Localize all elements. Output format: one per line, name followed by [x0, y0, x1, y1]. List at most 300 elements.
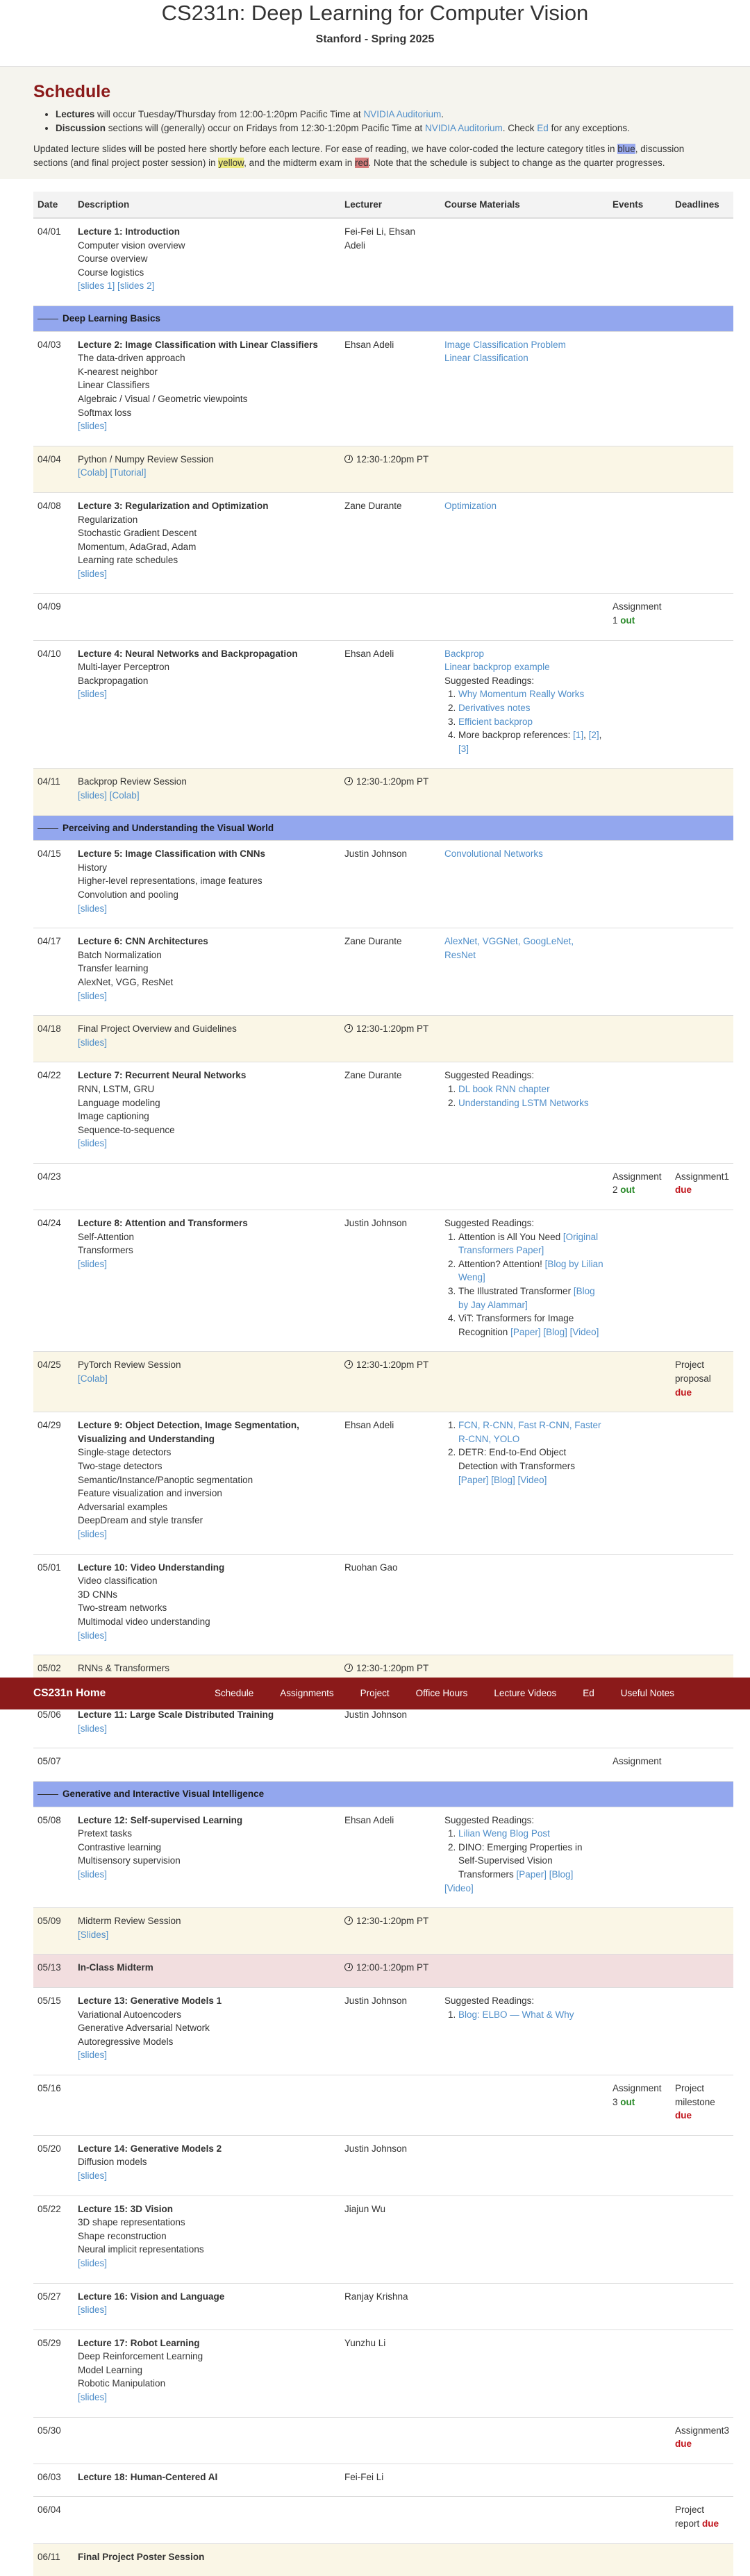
- table-row: [33, 2075, 733, 2135]
- lectures-bullet: [56, 108, 717, 122]
- clock-icon: [344, 777, 353, 785]
- slide-links: [78, 466, 336, 480]
- video-link[interactable]: [Video]: [444, 1882, 474, 1893]
- reading-link[interactable]: FCN, R-CNN, Fast R-CNN, Faster R-CNN, YOLO: [458, 1420, 601, 1444]
- session-time: [344, 1023, 428, 1034]
- table-row: [33, 306, 733, 331]
- topic-line: Diffusion models: [78, 2157, 147, 2168]
- lecture-title: Lecture 1: Introduction: [78, 226, 181, 237]
- slide-links: [78, 567, 336, 581]
- reading-link[interactable]: [3]: [458, 743, 469, 754]
- slides-link[interactable]: [slides]: [78, 568, 108, 579]
- status-out: out: [620, 1185, 635, 1196]
- slides-link[interactable]: [slides]: [78, 1630, 108, 1641]
- section-header: [33, 306, 733, 331]
- date-cell: [33, 1955, 74, 1988]
- slides-link[interactable]: [slides]: [78, 1869, 108, 1880]
- slides-link[interactable]: [Slides]: [78, 1929, 109, 1940]
- material-link[interactable]: Backprop: [444, 648, 485, 659]
- lecturer: Ehsan Adeli: [344, 1814, 394, 1825]
- section-header: [33, 1782, 733, 1807]
- event-num: 1: [612, 615, 621, 626]
- slide-links: [78, 1629, 336, 1643]
- slides-link[interactable]: [slides]: [78, 1723, 108, 1734]
- description-cell: [74, 2196, 340, 2283]
- table-row: [33, 446, 733, 492]
- events-cell: [608, 1807, 671, 1908]
- topic-line: Self-Attention: [78, 1231, 135, 1242]
- date: 04/17: [38, 936, 61, 947]
- slides-link[interactable]: [slides]: [78, 2305, 108, 2316]
- material-link[interactable]: Optimization: [444, 500, 497, 511]
- reading-link[interactable]: Understanding LSTM Networks: [458, 1097, 589, 1108]
- nav-item-lecture-videos[interactable]: Lecture Videos: [494, 1688, 557, 1699]
- events-cell: [608, 1062, 671, 1164]
- slide-links: [78, 419, 336, 433]
- home-link[interactable]: CS231n Home: [33, 1687, 106, 1700]
- events-cell: [608, 2497, 671, 2543]
- reading-link[interactable]: [Blog by Lilian Weng]: [458, 1258, 603, 1283]
- date-cell: [33, 841, 74, 928]
- column-header: Course Materials: [440, 192, 608, 218]
- materials-cell: [440, 1163, 608, 1210]
- events-cell: [608, 1016, 671, 1062]
- reading-link[interactable]: [Paper] [Blog] [Video]: [510, 1326, 599, 1337]
- description-cell: [74, 2075, 340, 2135]
- date-cell: [33, 492, 74, 594]
- lecturer-cell: [340, 492, 440, 594]
- deadlines-cell: [671, 1412, 733, 1554]
- reading-text: The Illustrated Transformer: [458, 1286, 574, 1297]
- table-row: [33, 1016, 733, 1062]
- date-cell: [33, 2417, 74, 2464]
- slide-links: [78, 2048, 336, 2062]
- reading-link[interactable]: Blog: ELBO — What & Why: [458, 2009, 574, 2020]
- reading-link[interactable]: [Original Transformers Paper]: [458, 1231, 599, 1256]
- lecturer-cell: [340, 218, 440, 306]
- reading-link[interactable]: Why Momentum Really Works: [458, 689, 585, 700]
- table-row: [33, 1062, 733, 1164]
- section-title: Deep Learning Basics: [62, 312, 161, 324]
- deadlines-cell: [671, 1988, 733, 2075]
- description-cell: [74, 218, 340, 306]
- lecturer-cell: [340, 1016, 440, 1062]
- events-cell: [608, 2283, 671, 2330]
- deadline-label: Project proposal: [675, 1360, 711, 1384]
- bullet-text: for any exceptions.: [548, 123, 630, 133]
- reading-item: [458, 1446, 604, 1487]
- table-row: [33, 1782, 733, 1807]
- materials-cell: [440, 2075, 608, 2135]
- deadlines-cell: [671, 841, 733, 928]
- lecturer: Zane Durante: [344, 936, 402, 947]
- reading-link[interactable]: [1]: [573, 730, 584, 741]
- session-time: [344, 454, 428, 465]
- topic-line: Algebraic / Visual / Geometric viewpoints: [78, 393, 248, 404]
- slides-link[interactable]: [Tutorial]: [110, 467, 147, 478]
- reading-item: [458, 1257, 604, 1285]
- date: 04/11: [38, 776, 60, 787]
- date: 04/23: [38, 1171, 61, 1182]
- slide-links: [78, 789, 336, 803]
- slides-link[interactable]: [slides 1]: [78, 281, 115, 292]
- deadline-num: 1: [724, 1171, 730, 1182]
- date-cell: [33, 2497, 74, 2543]
- lecturer-cell: [340, 928, 440, 1016]
- description-cell: [74, 769, 340, 815]
- table-row: [33, 815, 733, 841]
- nav-item-assignments[interactable]: Assignments: [280, 1688, 334, 1699]
- lecturer-cell: [340, 2543, 440, 2576]
- deadline-label: Project report: [675, 2504, 705, 2529]
- lecture-title: Lecture 9: Object Detection, Image Segmentation, Visualizing and Understanding: [78, 1420, 299, 1444]
- date: 04/01: [38, 226, 61, 237]
- slide-links: [78, 989, 336, 1003]
- nav-item-schedule[interactable]: Schedule: [215, 1688, 254, 1699]
- date: 05/13: [38, 1962, 61, 1973]
- table-row: [33, 2283, 733, 2330]
- red-highlight: red: [355, 158, 369, 168]
- topic-line: Autoregressive Models: [78, 2036, 174, 2047]
- slide-links: [78, 1257, 336, 1271]
- lecturer-cell: [340, 1908, 440, 1955]
- deadlines-cell: [671, 1352, 733, 1412]
- deadlines-cell: [671, 2417, 733, 2464]
- material-link[interactable]: AlexNet, VGGNet, GoogLeNet, ResNet: [444, 936, 574, 960]
- events-cell: [608, 2543, 671, 2576]
- lecture-title: PyTorch Review Session: [78, 1360, 181, 1371]
- lecturer-cell: [340, 2075, 440, 2135]
- date-cell: [33, 1908, 74, 1955]
- description-cell: [74, 2330, 340, 2417]
- reading-text: Attention is All You Need: [458, 1231, 563, 1242]
- slides-link[interactable]: [slides]: [78, 689, 108, 700]
- lecturer-cell: [340, 769, 440, 815]
- description-cell: [74, 331, 340, 446]
- topic-line: Deep Reinforcement Learning: [78, 2351, 203, 2362]
- lecturer-cell: [340, 1062, 440, 1164]
- reading-link[interactable]: Lilian Weng Blog Post: [458, 1828, 550, 1839]
- material-link[interactable]: Image Classification Problem: [444, 339, 566, 350]
- materials-cell: [440, 492, 608, 594]
- description-cell: [74, 1062, 340, 1164]
- materials-cell: [440, 2283, 608, 2330]
- schedule-table: [33, 192, 733, 2576]
- slide-links: [78, 1372, 336, 1386]
- event-label: Assignment: [612, 1756, 662, 1767]
- description-cell: [74, 841, 340, 928]
- readings-list: [458, 687, 604, 755]
- date-cell: [33, 1016, 74, 1062]
- lecture-title: Lecture 3: Regularization and Optimization: [78, 500, 269, 511]
- section-line: [38, 828, 58, 829]
- topic-line: Generative Adversarial Network: [78, 2023, 210, 2034]
- date-cell: [33, 2464, 74, 2497]
- event-label: Assignment: [612, 601, 662, 612]
- date-cell: [33, 640, 74, 769]
- slide-links: [78, 2303, 336, 2317]
- page-title: CS231n: Deep Learning for Computer Vision: [161, 1, 589, 25]
- nav-item-ed[interactable]: Ed: [583, 1688, 594, 1699]
- section-header: [33, 815, 733, 841]
- note-text: Updated lecture slides will be posted here shortly before each lecture. For ease of reading, we have color-coded the lecture category titles in: [33, 144, 618, 154]
- section-line: [38, 1794, 58, 1795]
- lecturer: Ruohan Gao: [344, 1562, 398, 1573]
- date: 06/04: [38, 2504, 61, 2516]
- clock-icon: [344, 1024, 353, 1032]
- description-cell: [74, 446, 340, 492]
- materials-cell: [440, 928, 608, 1016]
- slides-link[interactable]: [slides]: [78, 903, 108, 914]
- deadlines-cell: [671, 769, 733, 815]
- deadlines-cell: [671, 492, 733, 594]
- column-header: Lecturer: [340, 192, 440, 218]
- readings-label: Suggested Readings:: [444, 1218, 535, 1229]
- slides-link[interactable]: [slides 2]: [117, 281, 155, 292]
- events-cell: [608, 841, 671, 928]
- blue-highlight: blue: [617, 144, 635, 154]
- lecturer: Zane Durante: [344, 500, 402, 511]
- topic-line: RNN, LSTM, GRU: [78, 1083, 155, 1094]
- column-header: Description: [74, 192, 340, 218]
- lecture-title: Backprop Review Session: [78, 776, 187, 787]
- description-cell: [74, 1748, 340, 1782]
- bottom-navbar: [0, 1678, 750, 1709]
- slide-links: [78, 2257, 336, 2270]
- slide-links: [78, 687, 336, 701]
- table-row: [33, 218, 733, 306]
- date: 04/25: [38, 1360, 61, 1371]
- column-header: Events: [608, 192, 671, 218]
- slides-link[interactable]: [slides]: [78, 990, 108, 1001]
- topic-line: Pretext tasks: [78, 1828, 133, 1839]
- deadlines-cell: [671, 2464, 733, 2497]
- time-text: 12:30-1:20pm PT: [356, 1360, 429, 1371]
- schedule-heading: Schedule: [33, 82, 111, 101]
- date: 05/02: [38, 1663, 61, 1674]
- column-header: Deadlines: [671, 192, 733, 218]
- deadlines-cell: [671, 218, 733, 306]
- reading-link[interactable]: Efficient backprop: [458, 716, 533, 727]
- lecturer-cell: [340, 1352, 440, 1412]
- date-cell: [33, 2330, 74, 2417]
- materials-cell: [440, 1748, 608, 1782]
- readings-list: [458, 1419, 604, 1487]
- reading-text: More backprop references:: [458, 730, 574, 741]
- lecturer-cell: [340, 2283, 440, 2330]
- materials-cell: [440, 1554, 608, 1655]
- nav-item-office-hours[interactable]: Office Hours: [415, 1688, 468, 1699]
- lecture-title: Lecture 16: Vision and Language: [78, 2291, 225, 2302]
- bullet-text: . Check: [502, 123, 538, 133]
- slides-link[interactable]: [Colab]: [109, 790, 140, 801]
- lecture-title: Lecture 12: Self-supervised Learning: [78, 1814, 243, 1825]
- table-row: [33, 1807, 733, 1908]
- deadlines-cell: [671, 1163, 733, 1210]
- reading-item: [458, 687, 604, 701]
- material-link[interactable]: Linear backprop example: [444, 662, 550, 673]
- status-due: due: [675, 2439, 692, 2450]
- session-time: [344, 1916, 428, 1926]
- description-cell: [74, 1807, 340, 1908]
- topic-line: Single-stage detectors: [78, 1447, 172, 1458]
- reading-link[interactable]: [Blog by Jay Alammar]: [458, 1286, 595, 1310]
- events-cell: [608, 1210, 671, 1352]
- table-row: [33, 1163, 733, 1210]
- events-cell: [608, 2196, 671, 2283]
- readings-label: Suggested Readings:: [444, 1996, 535, 2006]
- readings-label: Suggested Readings:: [444, 1070, 535, 1081]
- table-row: [33, 2135, 733, 2196]
- date-cell: [33, 769, 74, 815]
- description-cell: [74, 2497, 340, 2543]
- description-cell: [74, 492, 340, 594]
- topic-line: History: [78, 862, 108, 873]
- date: 05/16: [38, 2082, 61, 2093]
- reading-link[interactable]: Derivatives notes: [458, 703, 531, 714]
- topic-line: Feature visualization and inversion: [78, 1488, 222, 1499]
- date: 05/01: [38, 1562, 61, 1573]
- slide-links: [78, 1722, 336, 1736]
- lecturer-cell: [340, 446, 440, 492]
- reading-link[interactable]: [Paper] [Blog] [Video]: [458, 1474, 547, 1485]
- table-row: [33, 1554, 733, 1655]
- nav-item-project[interactable]: Project: [360, 1688, 390, 1699]
- description-cell: [74, 2543, 340, 2576]
- topic-line: Momentum, AdaGrad, Adam: [78, 541, 197, 552]
- events-cell: [608, 2417, 671, 2464]
- reading-item: [458, 701, 604, 715]
- bullet-text: sections will (generally) occur on Fridays from 12:30-1:20pm Pacific Time at: [106, 123, 425, 133]
- readings-label: Suggested Readings:: [444, 675, 535, 686]
- materials-cell: [440, 2497, 608, 2543]
- reading-item: [458, 1312, 604, 1339]
- slides-link[interactable]: [Colab]: [78, 467, 108, 478]
- topic-line: Course overview: [78, 253, 148, 265]
- topic-line: Batch Normalization: [78, 949, 162, 960]
- materials-cell: [440, 769, 608, 815]
- date: 05/15: [38, 1996, 61, 2006]
- materials-cell: [440, 218, 608, 306]
- lecturer-cell: [340, 841, 440, 928]
- topic-line: 3D shape representations: [78, 2217, 185, 2228]
- slides-link[interactable]: [slides]: [78, 1258, 108, 1269]
- topic-line: Higher-level representations, image features: [78, 876, 262, 887]
- slides-link[interactable]: [slides]: [78, 1138, 108, 1149]
- topic-line: Softmax loss: [78, 407, 132, 418]
- topic-line: Stochastic Gradient Descent: [78, 528, 197, 539]
- lecturer: Justin Johnson: [344, 1709, 408, 1721]
- event-number: [612, 1183, 667, 1197]
- section-title: Perceiving and Understanding the Visual World: [62, 822, 274, 833]
- description-cell: [74, 1554, 340, 1655]
- slide-links: [78, 1868, 336, 1882]
- events-cell: [608, 2135, 671, 2196]
- reading-item: [458, 1841, 604, 1882]
- material-link[interactable]: Linear Classification: [444, 353, 528, 364]
- materials-cell: [440, 640, 608, 769]
- slides-link[interactable]: [slides]: [78, 2392, 108, 2403]
- nvidia-auditorium-link[interactable]: NVIDIA Auditorium: [363, 109, 442, 119]
- slides-link[interactable]: [slides]: [78, 2050, 108, 2061]
- readings-list: [458, 2008, 604, 2022]
- slides-link[interactable]: [slides]: [78, 1528, 108, 1539]
- events-cell: [608, 928, 671, 1016]
- date-cell: [33, 1352, 74, 1412]
- events-cell: [608, 1988, 671, 2075]
- events-cell: [608, 2464, 671, 2497]
- reading-link[interactable]: DL book RNN chapter: [458, 1083, 550, 1094]
- slide-links: [78, 1528, 336, 1541]
- slides-link[interactable]: [slides]: [78, 2257, 108, 2268]
- date: 04/18: [38, 1023, 61, 1035]
- clock-icon: [344, 455, 353, 463]
- topic-line: Linear Classifiers: [78, 380, 150, 391]
- description-cell: [74, 1412, 340, 1554]
- deadlines-cell: [671, 1016, 733, 1062]
- deadlines-cell: [671, 928, 733, 1016]
- description-cell: [74, 2464, 340, 2497]
- lecture-title: Lecture 5: Image Classification with CNNs: [78, 848, 266, 860]
- topic-line: Variational Autoencoders: [78, 2009, 182, 2020]
- nvidia-auditorium-link[interactable]: NVIDIA Auditorium: [424, 123, 503, 133]
- material-link[interactable]: Convolutional Networks: [444, 848, 543, 860]
- note-text: . Note that the schedule is subject to change as the quarter progresses.: [368, 158, 665, 168]
- lecture-title: Lecture 8: Attention and Transformers: [78, 1218, 248, 1229]
- table-row: [33, 928, 733, 1016]
- bullet-label: Discussion: [56, 123, 106, 133]
- topic-line: Neural implicit representations: [78, 2244, 204, 2255]
- note-text: , and the midterm exam in: [244, 158, 355, 168]
- slides-link[interactable]: [Colab]: [78, 1373, 108, 1384]
- readings-list: [458, 1230, 604, 1339]
- date-cell: [33, 2075, 74, 2135]
- table-row: [33, 492, 733, 594]
- reading-link[interactable]: [2]: [588, 730, 599, 741]
- slide-links: [78, 1137, 336, 1151]
- readings-list: [458, 1827, 604, 1881]
- table-row: [33, 1988, 733, 2075]
- nav-item-useful-notes[interactable]: Useful Notes: [620, 1688, 675, 1699]
- slides-link[interactable]: [slides]: [78, 2170, 108, 2181]
- lecture-title: Lecture 14: Generative Models 2: [78, 2143, 222, 2154]
- topic-line: Convolution and pooling: [78, 889, 178, 900]
- description-cell: [74, 928, 340, 1016]
- date: 05/08: [38, 1814, 61, 1825]
- events-cell: [608, 594, 671, 640]
- status-due: due: [675, 2110, 692, 2121]
- topic-line: Multi-layer Perceptron: [78, 662, 170, 673]
- lecturer-cell: [340, 2417, 440, 2464]
- slides-link[interactable]: [slides]: [78, 1037, 108, 1048]
- slides-link[interactable]: [slides]: [78, 421, 108, 432]
- date: 05/22: [38, 2203, 61, 2214]
- slide-links: [78, 2169, 336, 2183]
- reading-link[interactable]: [Paper] [Blog]: [516, 1869, 574, 1880]
- lecturer: Ehsan Adeli: [344, 1420, 394, 1431]
- lecture-title: Final Project Overview and Guidelines: [78, 1023, 237, 1035]
- lecture-title: Lecture 2: Image Classification with Linear Classifiers: [78, 339, 318, 350]
- ed-link[interactable]: Ed: [537, 123, 549, 133]
- lecture-title: Lecture 4: Neural Networks and Backpropagation: [78, 648, 298, 659]
- description-cell: [74, 1908, 340, 1955]
- slides-link[interactable]: [slides]: [78, 790, 108, 801]
- events-cell: [608, 640, 671, 769]
- slide-links: [78, 279, 336, 293]
- reading-text: Attention? Attention!: [458, 1258, 545, 1269]
- topic-line: Learning rate schedules: [78, 555, 178, 566]
- status-due: due: [702, 2518, 719, 2529]
